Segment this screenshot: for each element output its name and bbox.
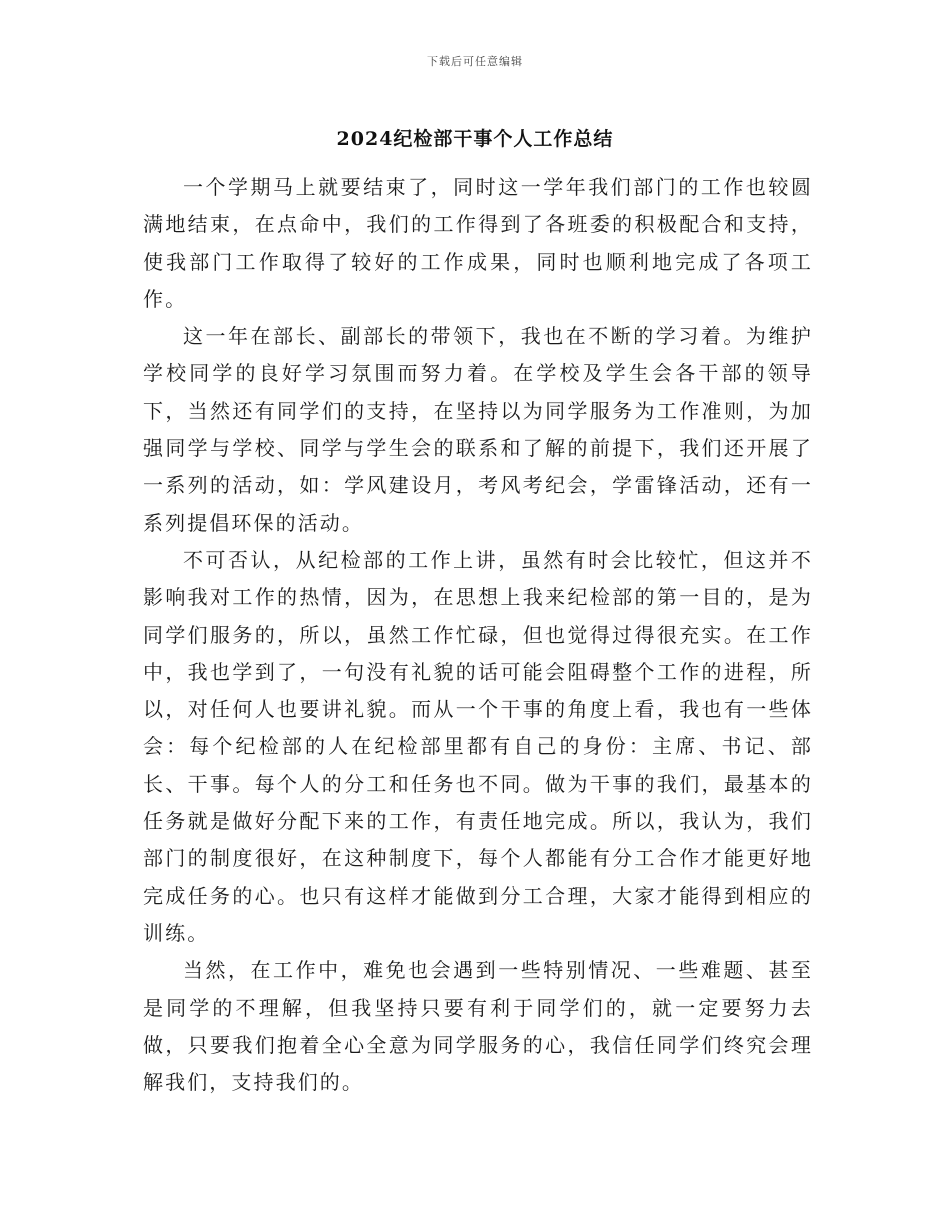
document-title: 2024纪检部干事个人工作总结 — [336, 128, 614, 150]
paragraph-1: 一个学期马上就要结束了，同时这一学年我们部门的工作也较圆满地结束，在点命中，我们的工作得到了各班委的积极配合和支持，使我部门工作取得了较好的工作成果，同时也顺利地完成了各项工作。 — [143, 175, 813, 311]
header-note: 下载后可任意编辑 — [427, 55, 523, 68]
paragraph-3: 不可否认，从纪检部的工作上讲，虽然有时会比较忙，但这并不影响我对工作的热情，因为，在思想上我来纪检部的第一目的，是为同学们服务的，所以，虽然工作忙碌，但也觉得过得很充实。在工作中，我也学到了，一句没有礼貌的话可能会阻碍整个工作的进程，所以，对任何人也要讲礼貌。而从一个干事的角度上看，我也有一些体会：每个纪检部的人在纪检部里都有自己的身份：主席、书记、部长、干事。每个人的分工和任务也不同。做为干事的我们，最基本的任务就是做好分配下来的工作，有责任地完成。所以，我认为，我们部门的制度很好，在这种制度下，每个人都能有分工合作才能更好地完成任务的心。也只有这样才能做到分工合理，大家才能得到相应的训练。 — [143, 547, 813, 945]
paragraph-4: 当然，在工作中，难免也会遇到一些特别情况、一些难题、甚至是同学的不理解，但我坚持只要有利于同学们的，就一定要努力去做，只要我们抱着全心全意为同学服务的心，我信任同学们终究会理解我们，支持我们的。 — [143, 958, 813, 1095]
document-body — [143, 169, 813, 1101]
paragraph-2: 这一年在部长、副部长的带领下，我也在不断的学习着。为维护学校同学的良好学习氛围而努力着。在学校及学生会各干部的领导下，当然还有同学们的支持，在坚持以为同学服务为工作准则，为加强同学与学校、同学与学生会的联系和了解的前提下，我们还开展了一系列的活动，如：学风建设月，考风考纪会，学雷锋活动，还有一系列提倡环保的活动。 — [143, 324, 813, 535]
